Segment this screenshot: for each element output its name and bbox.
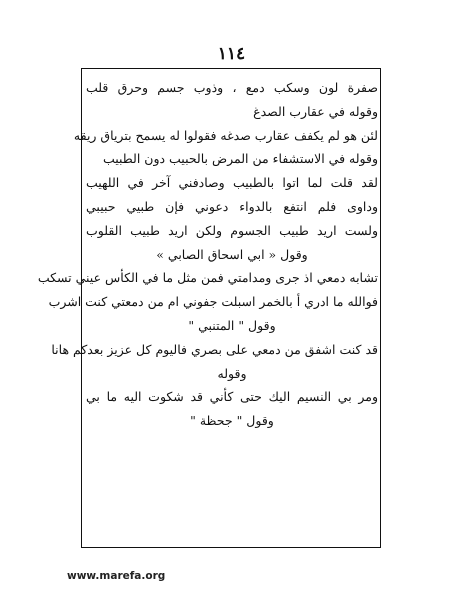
page-number: ١١٤ — [217, 44, 246, 64]
attribution-line: وقوله — [217, 365, 247, 381]
poem-text-block — [37, 76, 378, 542]
verse-line: قد كنت اشفق من دمعي على بصري فاليوم كل عزيز بعدكم هانا — [51, 341, 378, 357]
heading-line: وقوله في الاستشفاء من المرض بالحبيب دون الطبيب — [102, 151, 378, 167]
verse-line: ومر بي النسيم اليك حتى كأني قد شكوت اليه ما بي — [86, 389, 378, 405]
verse-line: ولست اريد طبيب الجسوم ولكن اريد طبيب القلوب — [86, 222, 378, 238]
verse-line: وداوى فلم انتفع بالدواء دعوني فإن طبيي حبيبي — [86, 198, 378, 214]
attribution-line: وقول « ابي اسحاق الصابي » — [156, 246, 308, 262]
attribution-line: وقول " جحظة " — [190, 413, 274, 429]
verse-line: لئن هو لم يكفف عقارب صدغه فقولوا له يسمح بترياق ريقه — [73, 127, 378, 143]
verse-line: لقد قلت لما اتوا بالطبيب وصادفني آخر في اللهيب — [86, 175, 378, 191]
attribution-line: وقول " المتنبي " — [188, 317, 276, 333]
verse-line: صفرة لون وسكب دمع ، وذوب جسم وحرق قلب — [86, 80, 378, 95]
verse-line: تشابه دمعي اذ جرى ومدامتي فمن مثل ما في الكأس عيني تسكب — [37, 270, 378, 286]
footer-url: www.marefa.org — [67, 570, 166, 582]
heading-line: وقوله في عقارب الصدغ — [253, 103, 378, 119]
verse-line: فوالله ما ادري أ بالخمر اسبلت جفوني ام من دمعتي كنت اشرب — [48, 294, 378, 310]
